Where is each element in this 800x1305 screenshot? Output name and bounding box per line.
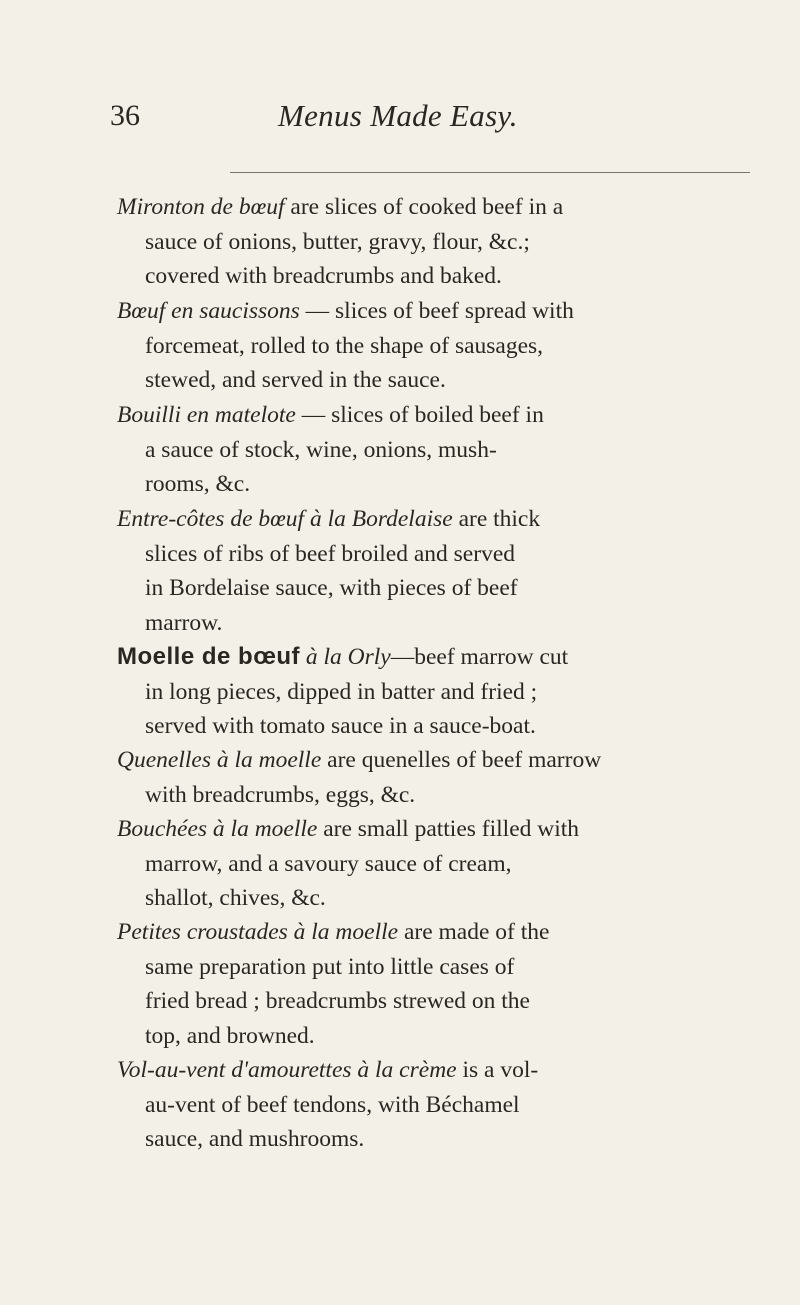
entry-text: shallot, chives, &c. xyxy=(145,885,326,911)
entry-line xyxy=(117,1019,751,1054)
entry-first-line xyxy=(117,812,751,847)
entry-text: is a vol- xyxy=(456,1057,539,1083)
entry-line xyxy=(117,847,751,882)
entry-text: covered with breadcrumbs and baked. xyxy=(145,263,502,289)
dictionary-entry xyxy=(117,640,751,744)
entry-term: Petites croustades à la moelle xyxy=(117,919,399,945)
entry-text: a sauce of stock, wine, onions, mush- xyxy=(145,436,497,463)
entry-heading: Moelle de bœuf xyxy=(117,643,300,670)
running-title: Menus Made Easy. xyxy=(278,98,518,133)
entry-text: sauce of onions, butter, gravy, flour, &c.; xyxy=(145,228,530,255)
entry-line xyxy=(117,606,751,641)
entry-text: are made of the xyxy=(398,919,550,945)
dictionary-entry xyxy=(117,1053,751,1157)
dictionary-entry xyxy=(117,190,751,294)
entry-first-line xyxy=(117,640,751,675)
entry-text: fried bread ; breadcrumbs strewed on the xyxy=(145,988,530,1014)
entry-text: in Bordelaise sauce, with pieces of beef xyxy=(145,575,518,601)
entry-term: à la Orly xyxy=(305,644,391,670)
entry-line xyxy=(117,778,751,813)
entry-line xyxy=(117,467,751,502)
entry-line xyxy=(117,709,751,744)
entry-first-line xyxy=(117,1053,751,1088)
page-number: 36 xyxy=(110,99,140,132)
header-rule xyxy=(230,172,750,173)
entry-line xyxy=(117,571,751,606)
entry-text: rooms, &c. xyxy=(145,471,251,497)
entry-line xyxy=(117,1088,751,1123)
entry-text: —beef marrow cut xyxy=(390,644,569,670)
entry-first-line xyxy=(117,294,751,329)
entry-text: — slices of boiled beef in xyxy=(295,402,544,428)
entry-first-line xyxy=(117,915,751,950)
entry-text: marrow, and a savoury sauce of cream, xyxy=(145,850,512,877)
entry-line xyxy=(117,259,751,294)
entry-line xyxy=(117,881,751,916)
dictionary-entry xyxy=(117,398,751,502)
entry-text: au-vent of beef tendons, with Béchamel xyxy=(145,1091,520,1118)
entry-text: are slices of cooked beef in a xyxy=(284,194,564,220)
entry-text: stewed, and served in the sauce. xyxy=(145,367,446,393)
entry-first-line xyxy=(117,190,751,225)
entry-term: Quenelles à la moelle xyxy=(117,747,322,773)
dictionary-entry xyxy=(117,502,751,640)
entry-line xyxy=(117,675,751,710)
entry-text: slices of ribs of beef broiled and served xyxy=(145,540,515,567)
entry-first-line xyxy=(117,743,751,778)
entry-term: Entre-côtes de bœuf à la Bordelaise xyxy=(117,506,453,532)
entry-term: Vol-au-vent d'amourettes à la crème xyxy=(117,1057,457,1083)
entry-text: top, and browned. xyxy=(145,1022,315,1049)
entry-text: served with tomato sauce in a sauce-boat. xyxy=(145,713,536,739)
dictionary-entry xyxy=(117,812,751,916)
entry-line xyxy=(117,329,751,364)
entry-text: are small patties filled with xyxy=(317,816,580,842)
entry-line xyxy=(117,537,751,572)
entry-text: — slices of beef spread with xyxy=(299,298,574,324)
entry-first-line xyxy=(117,398,751,433)
entry-text: sauce, and mushrooms. xyxy=(145,1126,365,1152)
entry-text: are thick xyxy=(452,506,541,532)
entry-first-line xyxy=(117,502,751,537)
entry-text: marrow. xyxy=(145,609,223,636)
entry-line xyxy=(117,225,751,260)
entry-term: Bœuf en saucissons xyxy=(117,298,300,324)
entry-term: Mironton de bœuf xyxy=(117,194,285,220)
entry-text: same preparation put into little cases of xyxy=(145,953,515,980)
dictionary-entry xyxy=(117,294,751,398)
entry-text: with breadcrumbs, eggs, &c. xyxy=(145,781,416,808)
entry-term: Bouilli en matelote xyxy=(117,402,296,428)
entry-line xyxy=(117,363,751,398)
dictionary-entry xyxy=(117,743,751,812)
entry-text: in long pieces, dipped in batter and fried ; xyxy=(145,678,538,705)
entry-text: are quenelles of beef marrow xyxy=(321,747,602,773)
entry-line xyxy=(117,1122,751,1157)
dictionary-entry xyxy=(117,915,751,1053)
entry-line xyxy=(117,433,751,468)
entry-line xyxy=(117,950,751,985)
entry-text: forcemeat, rolled to the shape of sausages, xyxy=(145,332,544,359)
entry-term: Bouchées à la moelle xyxy=(117,816,318,842)
entry-line xyxy=(117,984,751,1019)
page-header xyxy=(110,96,750,146)
